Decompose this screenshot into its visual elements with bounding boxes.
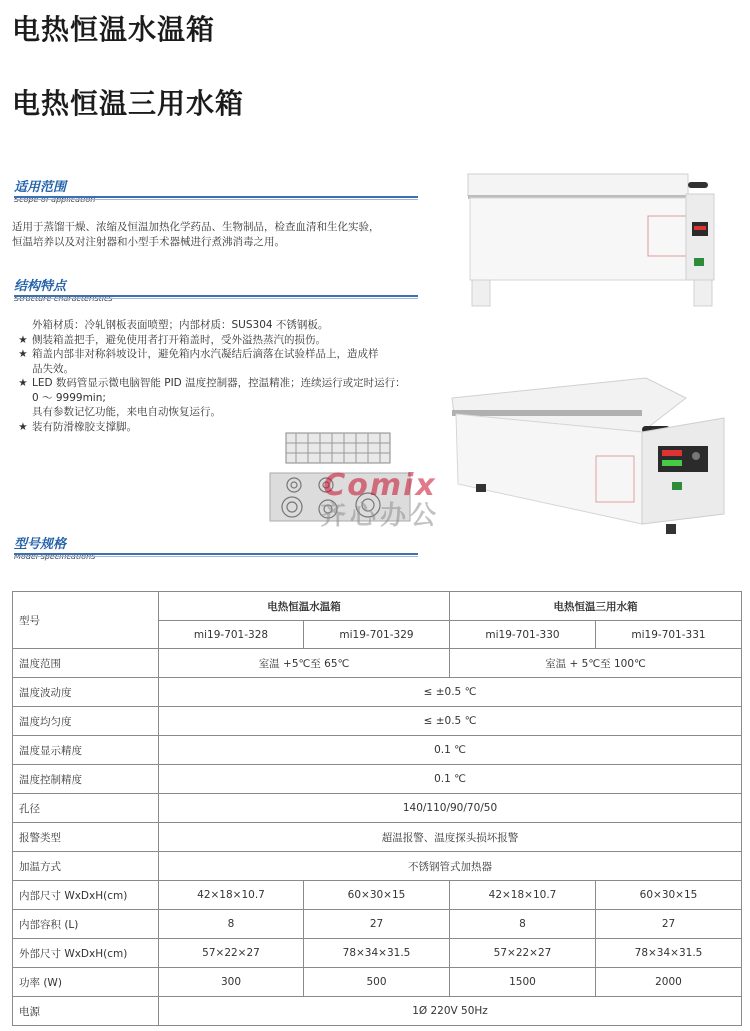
feature-item: 具有参数记忆功能，来电自动恢复运行。 [32,406,221,418]
row-label-cell: 温度波动度 [13,678,159,707]
row-label-cell: 内部尺寸 WxDxH(cm) [13,881,159,910]
value-cell: 不锈钢管式加热器 [159,852,742,881]
scope-line: 恒温培养以及对注射器和小型手术器械进行煮沸消毒之用。 [12,236,285,248]
value-cell: 42×18×10.7 [159,881,304,910]
table-row [13,939,742,968]
table-row [13,910,742,939]
scope-paragraph [12,220,432,250]
table-row [13,794,742,823]
value-cell: 78×34×31.5 [304,939,450,968]
comix-watermark-logo [300,470,460,530]
feature-item: ★ LED 数码管显示微电脑智能 PID 温度控制器，控温精准；连续运行或定时运行： [14,376,424,391]
table-row [13,649,742,678]
value-cell: 8 [450,910,596,939]
page-title-secondary: 电热恒温三用水箱 [12,87,245,120]
structure-section-heading [14,280,418,303]
watermark-zh: 齐心办公 [319,501,440,531]
value-cell: 2000 [596,968,742,997]
value-cell: 超温报警、温度探头损坏报警 [159,823,742,852]
value-cell: 500 [304,968,450,997]
row-label-cell: 功率 (W) [13,968,159,997]
row-label-cell: 加温方式 [13,852,159,881]
structure-heading-zh: 结构特点 [14,279,67,294]
group-header-cell: 电热恒温三用水箱 [450,592,742,621]
table-row [13,707,742,736]
value-cell: ≤ ±0.5 ℃ [159,707,742,736]
value-cell: 1Ø 220V 50Hz [159,997,742,1026]
table-row [13,765,742,794]
value-cell: 1500 [450,968,596,997]
scope-heading-zh: 适用范围 [14,180,67,195]
table-header-row [13,592,742,621]
model-heading-zh: 型号规格 [14,537,67,552]
value-cell: 27 [596,910,742,939]
value-cell: 0.1 ℃ [159,765,742,794]
table-row [13,736,742,765]
value-cell: 57×22×27 [450,939,596,968]
star-icon: ★ [18,420,28,433]
value-cell: 室温 + 5℃至 100℃ [450,649,742,678]
value-cell: 78×34×31.5 [596,939,742,968]
feature-item: 0 ～ 9999min; [32,391,106,404]
value-cell: ≤ ±0.5 ℃ [159,678,742,707]
table-row [13,997,742,1026]
value-cell: 0.1 ℃ [159,736,742,765]
row-label-cell: 温度控制精度 [13,765,159,794]
value-cell: 60×30×15 [304,881,450,910]
value-cell: 60×30×15 [596,881,742,910]
scope-line: 适用于蒸馏干燥、浓缩及恒温加热化学药品、生物制品，检查血清和生化实验， [12,221,380,233]
model-number-cell: mi19-701-329 [304,621,450,649]
model-label-cell: 型号 [13,592,159,649]
star-icon: ★ [18,377,28,389]
model-number-cell: mi19-701-330 [450,621,596,649]
feature-item: ★ 箱盖内部非对称斜坡设计，避免箱内水汽凝结后滴落在试验样品上，造成样 [14,347,424,362]
scope-section-heading [14,181,418,204]
star-icon: ★ [18,348,28,360]
group-header-cell: 电热恒温水温箱 [159,592,450,621]
large-water-tank-photo [446,374,736,546]
model-number-cell: mi19-701-331 [596,621,742,649]
structure-feature-list [14,318,424,434]
page-title-primary: 电热恒温水温箱 [12,13,216,46]
value-cell: 57×22×27 [159,939,304,968]
row-label-cell: 温度均匀度 [13,707,159,736]
table-row [13,852,742,881]
row-label-cell: 孔径 [13,794,159,823]
row-label-cell: 温度范围 [13,649,159,678]
row-label-cell: 温度显示精度 [13,736,159,765]
model-number-cell: mi19-701-328 [159,621,304,649]
table-row [13,881,742,910]
feature-item: ★ 侧装箱盖把手，避免使用者打开箱盖时，受外溢热蒸汽的损伤。 [14,333,424,348]
feature-item: 品失效。 [32,362,74,375]
feature-item: 外箱材质：冷轧钢板表面喷塑；内部材质：SUS304 不锈钢板。 [32,319,329,331]
value-cell: 140/110/90/70/50 [159,794,742,823]
row-label-cell: 内部容积 (L) [13,910,159,939]
row-label-cell: 外部尺寸 WxDxH(cm) [13,939,159,968]
watermark-brand: Comix [323,468,437,503]
model-section-heading [14,538,418,561]
row-label-cell: 报警类型 [13,823,159,852]
table-row [13,968,742,997]
star-icon: ★ [18,333,28,346]
value-cell: 室温 +5℃至 65℃ [159,649,450,678]
row-label-cell: 电源 [13,997,159,1026]
value-cell: 8 [159,910,304,939]
feature-item: ★ 装有防滑橡胶支撑脚。 [14,420,424,435]
spec-table [12,591,742,1026]
value-cell: 300 [159,968,304,997]
value-cell: 27 [304,910,450,939]
table-row [13,678,742,707]
small-water-bath-photo [462,170,722,310]
value-cell: 42×18×10.7 [450,881,596,910]
table-row [13,823,742,852]
